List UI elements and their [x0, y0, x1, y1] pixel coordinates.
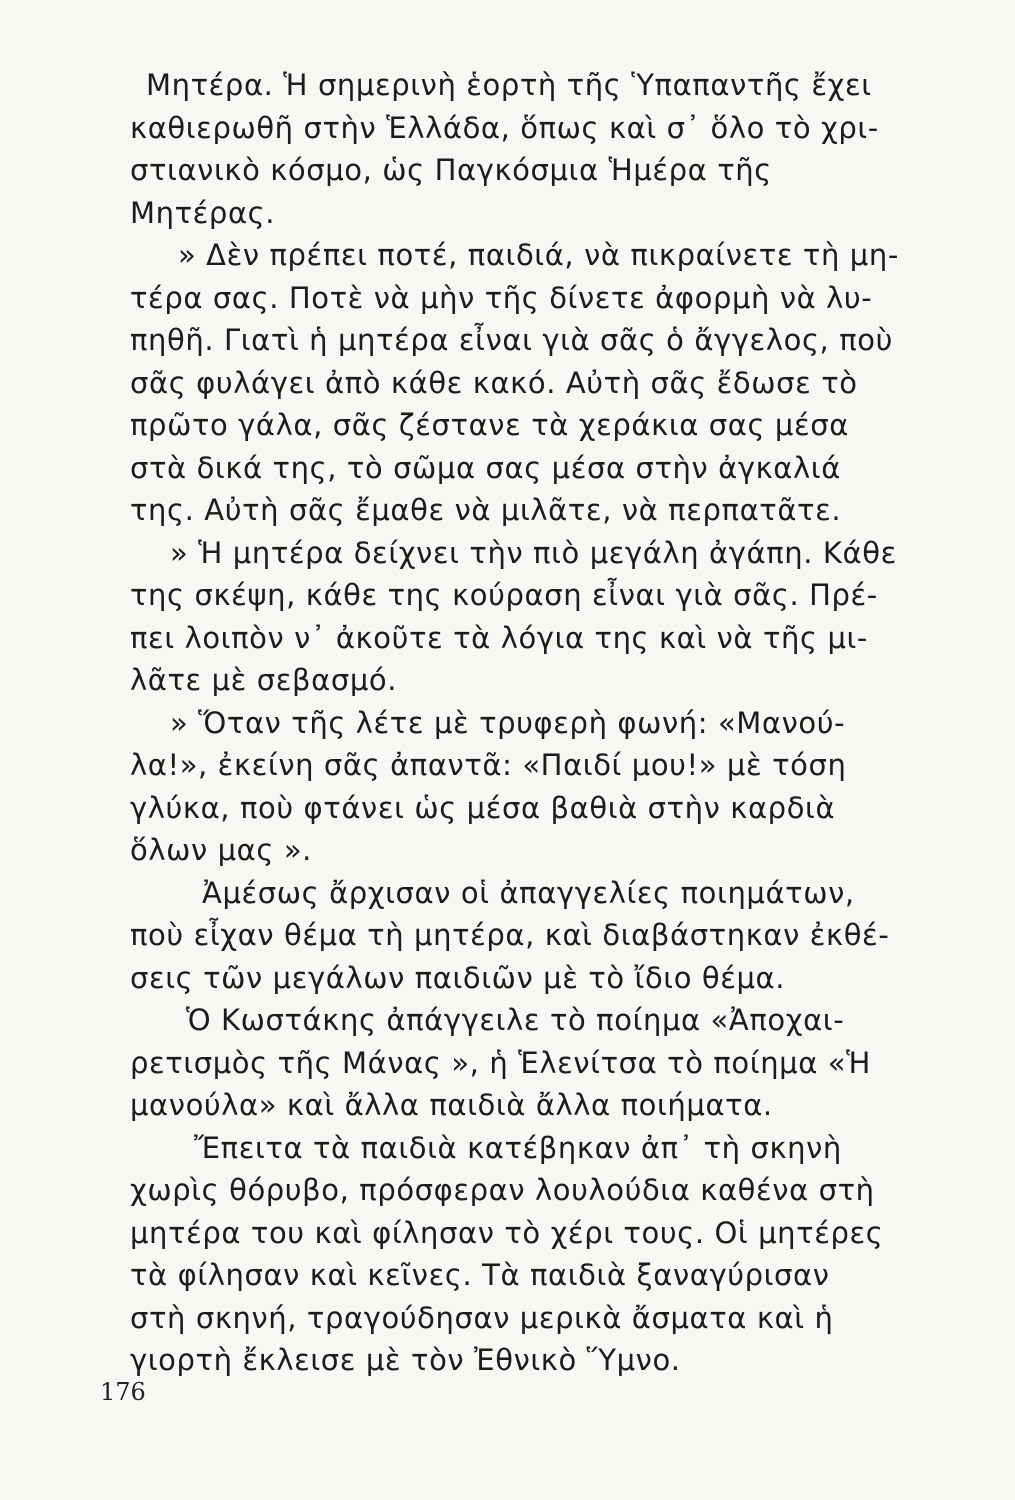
text-line: Μητέρα. Ἡ σημερινὴ ἑορτὴ τῆς Ὑπαπαντῆς ἔχει	[146, 68, 872, 102]
text-line: » Δὲν πρέπει ποτέ, παιδιά, νὰ πικραίνετε τὴ μη-	[178, 238, 899, 272]
text-line: ρετισμὸς τῆς Μάνας », ἡ Ἑλενίτσα τὸ ποίημα «Ἡ	[130, 1045, 871, 1080]
text-line: πηθῆ. Γιατὶ ἡ μητέρα εἶναι γιὰ σᾶς ὁ ἄγγελος, ποὺ	[130, 323, 893, 357]
text-line: πει λοιπὸν ν᾽ ἀκοῦτε τὰ λόγια της καὶ νὰ τῆς μι-	[130, 620, 868, 655]
text-line: λα!», ἐκείνη σᾶς ἀπαντᾶ: «Παιδί μου!» μὲ τόση	[130, 748, 847, 782]
text-line: μητέρα του καὶ φίλησαν τὸ χέρι τους. Οἱ μητέρες	[130, 1215, 884, 1250]
text-line: ὅλων μας ».	[130, 833, 312, 867]
text-line: γλύκα, ποὺ φτάνει ὡς μέσα βαθιὰ στὴν καρδιὰ	[130, 790, 836, 825]
text-line: πρῶτο γάλα, σᾶς ζέστανε τὰ χεράκια σας μέσα	[130, 408, 849, 442]
text-line: Ἀμέσως ἄρχισαν οἱ ἀπαγγελίες ποιημάτων,	[202, 875, 855, 910]
text-line: στὴ σκηνή, τραγούδησαν μερικὰ ἄσματα καὶ ἡ	[130, 1300, 834, 1335]
text-line: της. Αὐτὴ σᾶς ἔμαθε νὰ μιλᾶτε, νὰ περπατᾶτε.	[130, 493, 842, 527]
text-line: καθιερωθῆ στὴν Ἑλλάδα, ὅπως καὶ σ᾽ ὅλο τὸ χρι-	[130, 110, 879, 145]
text-line: μανούλα» καὶ ἄλλα παιδιὰ ἄλλα ποιήματα.	[130, 1088, 773, 1122]
text-line: Μητέρας.	[130, 195, 276, 230]
text-line: χωρὶς θόρυβο, πρόσφεραν λουλούδια καθένα στὴ	[130, 1173, 875, 1207]
body-text	[130, 64, 970, 1382]
text-line: τὰ φίλησαν καὶ κεῖνες. Τὰ παιδιὰ ξαναγύρισαν	[130, 1258, 830, 1292]
text-line: σᾶς φυλάγει ἀπὸ κάθε κακό. Αὐτὴ σᾶς ἔδωσε τὸ	[130, 365, 858, 400]
text-line: » Ἡ μητέρα δείχνει τὴν πιὸ μεγάλη ἀγάπη. Κάθε	[170, 535, 897, 570]
text-line: τέρα σας. Ποτὲ νὰ μὴν τῆς δίνετε ἀφορμὴ νὰ λυ-	[130, 280, 873, 315]
text-line: στιανικὸ κόσμο, ὡς Παγκόσμια Ἡμέρα τῆς	[130, 153, 772, 187]
text-line: Ὁ Κωστάκης ἀπάγγειλε τὸ ποίημα «Ἀποχαι-	[186, 1003, 845, 1037]
text-line: της σκέψη, κάθε της κούραση εἶναι γιὰ σᾶς. Πρέ-	[130, 578, 878, 612]
text-line: » Ὅταν τῆς λέτε μὲ τρυφερὴ φωνή: «Μανού-	[170, 705, 846, 740]
text-line: Ἔπειτα τὰ παιδιὰ κατέβηκαν ἀπ᾽ τὴ σκηνὴ	[194, 1130, 842, 1165]
page-number: 176	[100, 1378, 146, 1406]
text-line: ποὺ εἶχαν θέμα τὴ μητέρα, καὶ διαβάστηκαν ἐκθέ-	[130, 918, 890, 952]
text-line: σεις τῶν μεγάλων παιδιῶν μὲ τὸ ἴδιο θέμα.	[130, 960, 786, 995]
text-line: γιορτὴ ἔκλεισε μὲ τὸν Ἐθνικὸ Ὕμνο.	[130, 1343, 681, 1377]
text-line: λᾶτε μὲ σεβασμό.	[130, 663, 398, 697]
text-line: στὰ δικά της, τὸ σῶμα σας μέσα στὴν ἀγκαλιά	[130, 450, 841, 485]
